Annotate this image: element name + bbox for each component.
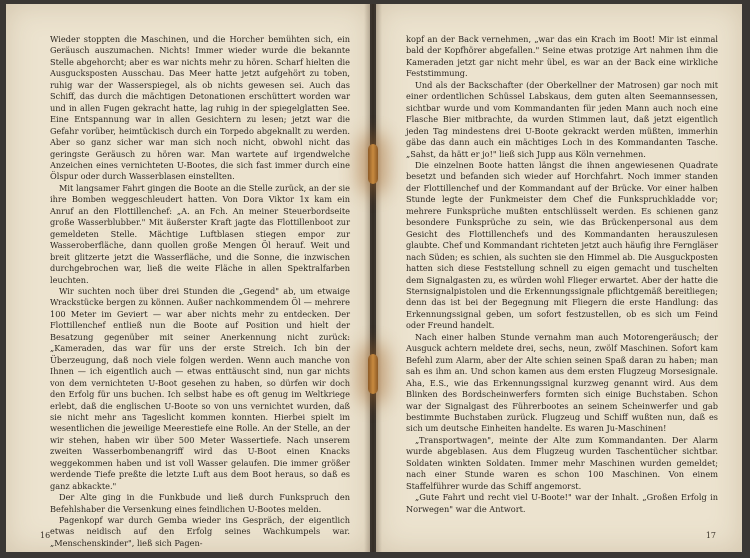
left-paragraph-5: Pagenkopf war durch Gemba wieder ins Gespräch, der eigentlich etwas neidisch auf den Erfolg seines Wachkumpels war. „Menschenskinder", ließ sich Pagen- [50, 515, 350, 548]
book-gutter [364, 4, 382, 552]
bottom-staple [368, 354, 378, 394]
right-page-number: 17 [705, 531, 716, 540]
right-paragraph-3: Die einzelnen Boote hatten längst die ihnen angewiesenen Quadrate besetzt und befanden sich wieder auf Horchfahrt. Noch immer standen der Flottillenchef und der Kommandant auf der Brücke. Vor einer halben Stunde legte der Funkmeister dem Chef die Funkspruchkladde vor; mehrere Funksprüche mußten entschlüsselt werden. Es schienen ganz besondere Funksprüche zu sein, wie das Brückenpersonal aus dem Gesicht des Flottillenchefs und des Kommandanten herauszulesen glaubte. Chef und Kommandant richteten jetzt auch häufig ihre Ferngläser nach Süden; es schien, als suchten sie den Himmel ab. Die Ausguckposten hatten sich diese Feststellung schnell zu eigen gemacht und tuschelten dem Signalgasten zu, es würden wohl Flieger erwartet. Aber der hatte die Sternsignalpistolen und die Erkennungssignale pflichtgemäß bereitliegen; denn das ist bei der Begegnung mit Fliegern die erste Handlung: das Erkennungssignal geben, um sofort festzustellen, ob es sich um Feind oder Freund handelt. [406, 159, 718, 331]
left-page-number: 16 [40, 531, 51, 540]
right-paragraph-2: Und als der Backschafter (der Oberkellner der Matrosen) gar noch mit einer ordentlichen Schüssel Labskaus, dem guten alten Seemannsessen, sichtbar wurde und vom Kommandanten für jeden Mann auch noch eine Flasche Bier mitbrachte, da wurden Stimmen laut, daß jetzt eigentlich jeden Tag mindestens drei U-Boote gekrackt werden müßten, immerhin gäbe das dann auch ein mächtiges Loch in des Kommandanten Tasche. „Sahst, da hätt er jo!" ließ sich Jupp aus Köln vernehmen. [406, 79, 718, 159]
book-spread [6, 4, 742, 552]
top-staple [368, 144, 378, 184]
left-paragraph-2: Mit langsamer Fahrt gingen die Boote an die Stelle zurück, an der sie ihre Bomben weggeschleudert hatten. Von Dora Viktor 1x kam ein Anruf an den Flottillenchef: „A. an Fch. An meiner Steuerbordseite große Wasserblubber." Mit äußerster Kraft jagte das Flottillenboot zur gemeldeten Stelle. Mächtige Luftblasen stiegen empor zur Wasseroberfläche, dann quollen große Mengen Öl herauf. Weit und breit glitzerte jetzt die Wasserfläche, und die Sonne, die inzwischen durchgebrochen war, ließ die weite Fläche in allen Spektralfarben leuchten. [50, 182, 350, 285]
right-page [376, 4, 742, 552]
right-paragraph-4: Nach einer halben Stunde vernahm man auch Motorengeräusch; der Ausguck achtern meldete drei, sechs, neun, zwölf Maschinen. Sofort kam Befehl zum Alarm, aber der Alte schien seinen Spaß daran zu haben; man sah es ihm an. Und schon kamen aus dem ersten Flugzeug Morsesignale. Aha, E.S., wie das Erkennungssignal kurzweg genannt wird. Aus dem Blinken des Bordscheinwerfers formten sich einige Buchstaben. Schon war der Signalgast des Führerbootes an seinem Scheinwerfer und gab bestimmte Buchstaben zurück. Flugzeug und Schiff wußten nun, daß es sich um deutsche Einheiten handelte. Es waren Ju-Maschinen! [406, 331, 718, 434]
right-paragraph-5: „Transportwagen", meinte der Alte zum Kommandanten. Der Alarm wurde abgeblasen. Aus dem Flugzeug wurden Taschentücher sichtbar. Soldaten winkten Soldaten. Immer mehr Maschinen wurden gemeldet; nach einer Stunde waren es schon 100 Maschinen. Von einem Staffelführer wurde das Schiff angemorst. [406, 434, 718, 491]
right-page-text [406, 34, 718, 515]
left-paragraph-1: Wieder stoppten die Maschinen, und die Horcher bemühten sich, ein Geräusch auszumachen. Nichts! Immer wieder wurde die bekannte Stelle abgehorcht; aber es war nichts mehr zu hören. Scharf hielten die Ausgucksposten Ausschau. Das Meer hatte jetzt aufgehört zu toben, ruhig war der Wasserspiegel, als ob nichts gewesen sei. Auch das Schiff, das durch die mächtigen Detonationen erschüttert worden war und in allen Fugen gekracht hatte, lag ruhig in der spiegelglatten See. Eine Entspannung war in allen Gesichtern zu lesen; jetzt war die Gefahr vorüber, heimtückisch durch ein Torpedo abgeknallt zu werden. Aber so ganz sicher war man sich noch nicht, obwohl nicht das geringste Geräusch zu hören war. Man wartete auf irgendwelche Anzeichen eines vernichteten U-Bootes, die sich fast immer durch eine Ölspur oder durch Wasserblasen einstellten. [50, 34, 350, 182]
right-paragraph-1: kopf an der Back vernehmen, „war das ein Krach im Boot! Mir ist einmal bald der Kopfhörer abgefallen." Seine etwas protzige Art nahmen ihm die Kameraden jetzt gar nicht mehr übel, es war an der Back eine wirkliche Feststimmung. [406, 34, 718, 79]
left-page-text [50, 34, 350, 549]
left-page [6, 4, 370, 552]
right-paragraph-6: „Gute Fahrt und recht viel U-Boote!" war der Inhalt. „Großen Erfolg in Norwegen" war die Antwort. [406, 492, 718, 514]
left-paragraph-4: Der Alte ging in die Funkbude und ließ durch Funkspruch den Befehlshaber die Versenkung eines feindlichen U-Bootes melden. [50, 492, 350, 514]
left-paragraph-3: Wir suchten noch über drei Stunden die „Gegend" ab, um etwaige Wrackstücke bergen zu können. Außer nachkommendem Öl — mehrere 100 Meter im Geviert — war aber nichts mehr zu entdecken. Der Flottillenchef entließ nun die Boote auf Position und hielt der Besatzung gegenüber mit seiner Anerkennung nicht zurück: „Kameraden, das war für uns der erste Streich. Ich bin der Überzeugung, daß noch viele folgen werden. Wenn auch manche von Ihnen — ich eigentlich auch — etwas enttäuscht sind, nun gar nichts von dem vernichteten U-Boot gesehen zu haben, so dürfen wir doch den Erfolg für uns buchen. Ich selbst habe es oft genug im Weltkriege erlebt, daß die englischen U-Boote so von uns vernichtet wurden, daß sie nicht mehr ans Tageslicht kommen konnten. Hierbei spielt im wesentlichen die jeweilige Meerestiefe eine Rolle. An der Stelle, an der wir stehen, haben wir über 500 Meter Wassertiefe. Nach unserem zweiten Wasserbombenangriff wird das U-Boot einen Knacks weggekommen haben und ist voll Wasser gelaufen. Die immer größer werdende Tiefe preßte die letzte Luft aus dem Boot heraus, so daß es ganz abkackte." [50, 285, 350, 491]
